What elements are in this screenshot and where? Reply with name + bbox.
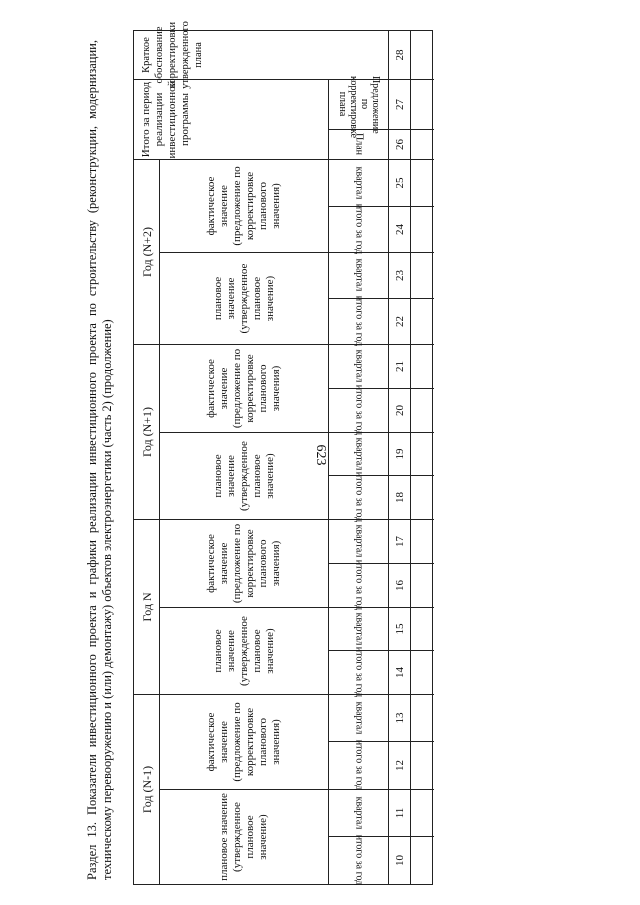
column-number: 15 <box>389 607 411 650</box>
planned-value-n-plus-1: плановое значение (утвержденное плановое значение) <box>160 432 329 519</box>
column-number: 23 <box>389 252 411 298</box>
column-number: 14 <box>389 650 411 694</box>
planned-value-n-minus-1: плановое значение (утвержденное плановое значение) <box>160 789 329 884</box>
data-cell <box>411 388 434 432</box>
column-number: 21 <box>389 344 411 388</box>
totals-header: Итого за период реализации инвестиционной программы <box>134 79 329 159</box>
data-cell <box>411 31 434 79</box>
actual-value-n-plus-1: фактическое значение (предложение по корректировке планового значения) <box>160 344 329 432</box>
sub-year-total: итого за год <box>329 206 389 252</box>
sub-proposal: Предложение по корректировке плана <box>329 79 389 129</box>
data-cell <box>411 206 434 252</box>
sub-year-total: итого за год <box>329 475 389 519</box>
sub-quarter: квартал <box>329 607 389 650</box>
column-number: 17 <box>389 519 411 563</box>
section-heading: Раздел 13. Показатели инвестиционного проекта и графики реализации инвестиционного проекта по строительству (реконструкции, модернизации, техническому перевооружению и (или) демонтажу) объектов электроэнергетики (часть 2) (продолжение) <box>85 40 114 880</box>
sub-year-total: итого за год <box>329 563 389 607</box>
sub-year-total: итого за год <box>329 298 389 344</box>
data-cell <box>411 344 434 388</box>
sub-year-total: итого за год <box>329 741 389 789</box>
actual-value-n-plus-2: фактическое значение (предложение по корректировке планового значения) <box>160 159 329 252</box>
column-number: 16 <box>389 563 411 607</box>
sub-plan: План <box>329 129 389 159</box>
data-cell <box>411 159 434 206</box>
data-cell <box>411 79 434 129</box>
column-number: 20 <box>389 388 411 432</box>
sub-quarter: квартал <box>329 432 389 475</box>
page-number: 623 <box>313 444 328 466</box>
column-number: 18 <box>389 475 411 519</box>
column-number: 12 <box>389 741 411 789</box>
sub-quarter: квартал <box>329 344 389 388</box>
data-cell <box>411 694 434 741</box>
column-number: 26 <box>389 129 411 159</box>
column-number: 11 <box>389 789 411 836</box>
data-cell <box>411 298 434 344</box>
column-number: 10 <box>389 836 411 884</box>
year-group-n: Год N <box>134 519 160 694</box>
planned-value-n: плановое значение (утвержденное плановое значение) <box>160 607 329 694</box>
data-cell <box>411 741 434 789</box>
column-number: 19 <box>389 432 411 475</box>
data-cell <box>411 475 434 519</box>
data-cell <box>411 519 434 563</box>
column-number: 13 <box>389 694 411 741</box>
data-cell <box>411 789 434 836</box>
year-group-n-plus-2: Год (N+2) <box>134 159 160 344</box>
data-cell <box>411 129 434 159</box>
data-cell <box>411 252 434 298</box>
sub-quarter: квартал <box>329 519 389 563</box>
column-number: 25 <box>389 159 411 206</box>
sub-quarter: квартал <box>329 252 389 298</box>
sub-quarter: квартал <box>329 694 389 741</box>
sub-quarter: квартал <box>329 789 389 836</box>
justification-header: Краткое обоснование корректировки утвержденного плана <box>134 31 389 79</box>
column-number: 27 <box>389 79 411 129</box>
actual-value-n-minus-1: фактическое значение (предложение по корректировке планового значения) <box>160 694 329 789</box>
column-number: 24 <box>389 206 411 252</box>
rotated-table-page <box>85 21 640 905</box>
column-number: 22 <box>389 298 411 344</box>
year-group-n-minus-1: Год (N-1) <box>134 694 160 884</box>
indicators-table <box>133 21 433 886</box>
sub-year-total: итого за год <box>329 650 389 694</box>
sub-year-total: итого за год <box>329 836 389 884</box>
data-cell <box>411 607 434 650</box>
data-cell <box>411 650 434 694</box>
planned-value-n-plus-2: плановое значение (утвержденное плановое значение) <box>160 252 329 344</box>
column-number: 28 <box>389 31 411 79</box>
sub-year-total: итого за год <box>329 388 389 432</box>
year-group-n-plus-1: Год (N+1) <box>134 344 160 519</box>
data-cell <box>411 563 434 607</box>
actual-value-n: фактическое значение (предложение по корректировке планового значения) <box>160 519 329 607</box>
sub-quarter: квартал <box>329 159 389 206</box>
data-cell <box>411 432 434 475</box>
data-cell <box>411 836 434 884</box>
